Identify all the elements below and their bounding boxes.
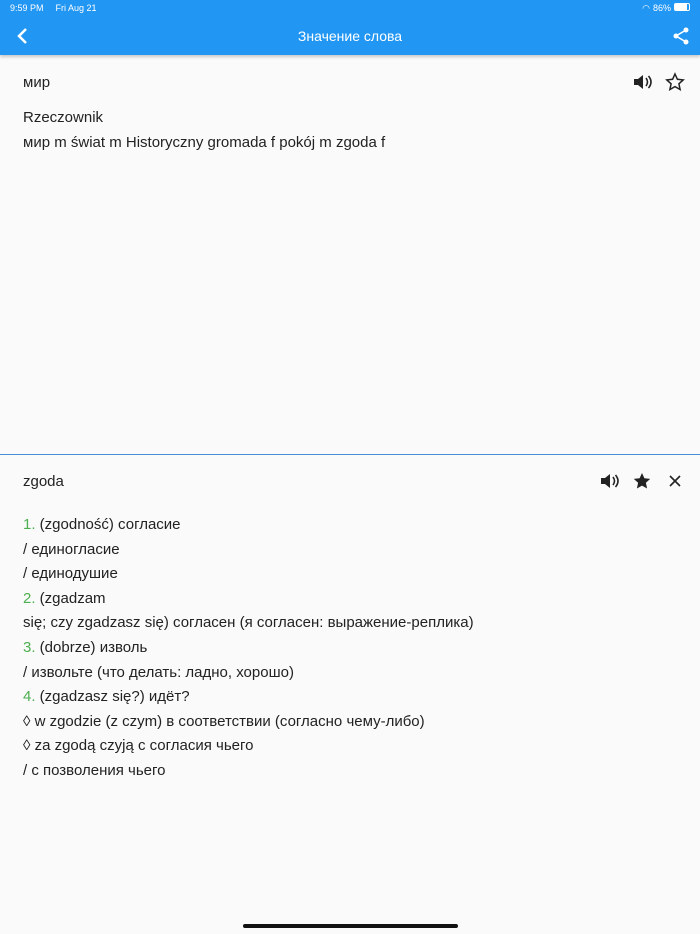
battery-icon	[674, 3, 690, 11]
definition-text: (zgadzasz się?) идёт?	[35, 688, 190, 706]
battery-level: 86%	[652, 3, 671, 13]
translation-text: мир m świat m Historyczny gromada f pokój m zgoda f	[23, 134, 386, 151]
home-indicator[interactable]	[243, 924, 458, 928]
definition-line	[23, 587, 474, 612]
definition-text: ◊ w zgodzie (z czym) в соответствии (согласно чему-либо)	[23, 712, 425, 730]
share-icon[interactable]	[670, 25, 692, 47]
sense-number: 4.	[23, 688, 36, 706]
definition-text: / извольте (что делать: ладно, хорошо)	[23, 663, 294, 681]
status-time: 9:59 PM	[10, 3, 44, 13]
definition-line	[23, 538, 474, 563]
definition-list	[23, 513, 474, 784]
app-bar	[0, 0, 700, 55]
definition-line	[23, 611, 474, 636]
definition-line	[23, 734, 474, 759]
star-filled-icon[interactable]	[631, 470, 653, 492]
definition-text: / с позволения чьего	[23, 761, 166, 779]
status-bar	[0, 0, 700, 17]
close-icon[interactable]	[664, 470, 686, 492]
back-icon[interactable]	[12, 25, 34, 47]
speaker-icon[interactable]	[598, 470, 620, 492]
definition-text: / единодушие	[23, 565, 118, 583]
page-title: Значение слова	[297, 28, 403, 44]
definition-text: (dobrze) изволь	[35, 638, 148, 656]
definition-line	[23, 710, 474, 735]
entry-pane-2	[0, 454, 700, 934]
definition-text: (zgodność) согласие	[35, 516, 181, 533]
definition-line	[23, 685, 474, 710]
part-of-speech: Rzeczownik	[23, 109, 104, 126]
definition-line	[23, 636, 474, 661]
sense-number: 1.	[23, 516, 36, 533]
definition-line	[23, 661, 474, 686]
entry-word: zgoda	[23, 473, 64, 490]
wifi-icon: ◠	[642, 3, 650, 13]
definition-line	[23, 562, 474, 587]
entry-word: мир	[23, 74, 51, 91]
star-outline-icon[interactable]	[664, 71, 686, 93]
sense-number: 3.	[23, 638, 36, 656]
sense-number: 2.	[23, 589, 36, 607]
definition-text: ◊ za zgodą czyją с согласия чьего	[23, 737, 254, 755]
definition-text: się; czy zgadzasz się) согласен (я согласен: выражение-реплика)	[23, 614, 474, 632]
definition-line	[23, 759, 474, 784]
definition-line	[23, 513, 474, 538]
speaker-icon[interactable]	[631, 71, 653, 93]
definition-text: (zgadzam	[35, 589, 106, 607]
definition-text: / единогласие	[23, 540, 120, 558]
status-date: Fri Aug 21	[55, 3, 97, 13]
entry-pane-1	[0, 55, 700, 453]
